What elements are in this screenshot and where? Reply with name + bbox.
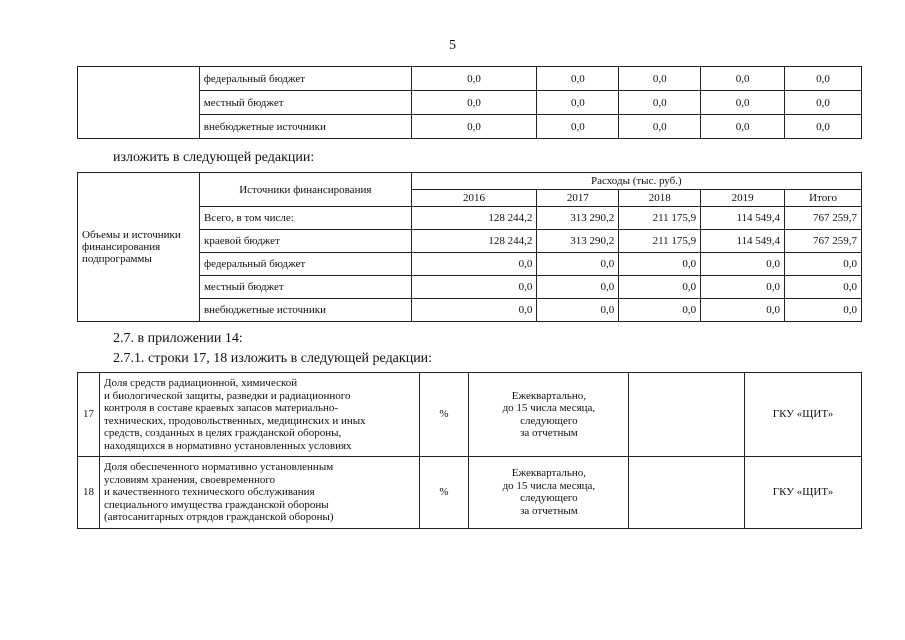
value-cell: 0,0: [537, 299, 619, 322]
value-cell: 0,0: [619, 91, 701, 115]
value-cell: 0,0: [411, 253, 537, 276]
value-cell: 0,0: [785, 67, 862, 91]
value-cell: 0,0: [411, 115, 537, 139]
table-row: [78, 373, 862, 457]
period-line: Ежеквартально,: [511, 389, 587, 402]
source-cell: федеральный бюджет: [199, 67, 411, 91]
sources-header: Источники финансирования: [199, 173, 411, 207]
value-cell: 0,0: [537, 91, 619, 115]
value-cell: 0,0: [537, 67, 619, 91]
description-line: специального имущества гражданской обороны: [103, 498, 329, 511]
indicator-description: [99, 373, 419, 457]
empty-cell: [629, 373, 745, 457]
value-cell: 0,0: [411, 91, 537, 115]
description-line: средств, созданных в целях гражданской обороны,: [103, 427, 342, 439]
value-cell: 767 259,7: [785, 230, 862, 253]
value-cell: 313 290,2: [537, 207, 619, 230]
funding-table-continuation: [77, 66, 862, 139]
value-cell: 114 549,4: [701, 207, 785, 230]
description-line: технических, продовольственных, медицинских и иных: [103, 414, 366, 427]
row-number: 18: [78, 457, 100, 529]
indicator-description: [99, 457, 419, 529]
value-cell: 211 175,9: [619, 230, 701, 253]
value-cell: 0,0: [785, 253, 862, 276]
value-cell: 0,0: [701, 67, 785, 91]
description-line: (автосанитарных отрядов гражданской обороны): [103, 511, 334, 523]
value-cell: 0,0: [537, 253, 619, 276]
value-cell: 313 290,2: [537, 230, 619, 253]
description-line: условиям хранения, своевременного: [103, 473, 276, 486]
source-cell: федеральный бюджет: [199, 253, 411, 276]
value-cell: 0,0: [785, 299, 862, 322]
unit-cell: %: [419, 373, 469, 457]
value-cell: 0,0: [619, 299, 701, 322]
year-header: 2018: [619, 190, 701, 207]
source-cell: Всего, в том числе:: [199, 207, 411, 230]
value-cell: 0,0: [619, 67, 701, 91]
value-cell: 0,0: [619, 115, 701, 139]
source-cell: внебюджетные источники: [199, 115, 411, 139]
source-cell: местный бюджет: [199, 91, 411, 115]
description-line: и биологической защиты, разведки и радиационного: [103, 389, 351, 402]
value-cell: 0,0: [537, 276, 619, 299]
source-cell: местный бюджет: [199, 276, 411, 299]
value-cell: 0,0: [411, 67, 537, 91]
year-header: 2019: [701, 190, 785, 207]
value-cell: 114 549,4: [701, 230, 785, 253]
value-cell: 0,0: [701, 91, 785, 115]
value-cell: 0,0: [619, 276, 701, 299]
period-line: до 15 числа месяца,: [502, 402, 596, 414]
empty-cell: [629, 457, 745, 529]
total-header: Итого: [785, 190, 862, 207]
description-line: находящихся в нормативно установленных условиях: [103, 439, 352, 452]
table-row: [78, 457, 862, 529]
organization-cell: ГКУ «ЩИТ»: [745, 373, 862, 457]
table-header-row: [78, 173, 862, 190]
value-cell: 0,0: [701, 299, 785, 322]
value-cell: 0,0: [411, 276, 537, 299]
value-cell: 211 175,9: [619, 207, 701, 230]
period-line: следующего: [520, 492, 578, 505]
description-line: Доля обеспеченного нормативно установленным: [103, 461, 334, 473]
period-line: за отчетным: [520, 504, 578, 517]
period-cell: [469, 457, 629, 529]
value-cell: 128 244,2: [411, 207, 537, 230]
section-2-7-1: 2.7.1. строки 17, 18 изложить в следующей редакции:: [113, 351, 433, 366]
year-header: 2016: [411, 190, 537, 207]
organization-cell: ГКУ «ЩИТ»: [745, 457, 862, 529]
expenses-header: Расходы (тыс. руб.): [411, 173, 861, 190]
row-label-cell: [78, 173, 200, 322]
value-cell: 0,0: [785, 91, 862, 115]
value-cell: 0,0: [701, 115, 785, 139]
page-number: 5: [449, 38, 456, 53]
value-cell: 767 259,7: [785, 207, 862, 230]
description-line: контроля в составе краевых запасов материально-: [103, 402, 339, 414]
value-cell: 0,0: [619, 253, 701, 276]
period-line: Ежеквартально,: [511, 467, 587, 480]
value-cell: 0,0: [537, 115, 619, 139]
source-cell: внебюджетные источники: [199, 299, 411, 322]
period-line: за отчетным: [520, 427, 578, 439]
value-cell: 0,0: [785, 276, 862, 299]
value-cell: 0,0: [411, 299, 537, 322]
section-2-7: 2.7. в приложении 14:: [113, 331, 243, 346]
indicators-table: [77, 372, 862, 529]
source-cell: краевой бюджет: [199, 230, 411, 253]
value-cell: 0,0: [785, 115, 862, 139]
row-number: 17: [78, 373, 100, 457]
period-cell: [469, 373, 629, 457]
empty-label-cell: [78, 67, 200, 139]
year-header: 2017: [537, 190, 619, 207]
table-row: [78, 67, 862, 91]
period-line: до 15 числа месяца,: [502, 479, 596, 492]
value-cell: 0,0: [701, 253, 785, 276]
unit-cell: %: [419, 457, 469, 529]
intro-text: изложить в следующей редакции:: [113, 150, 315, 165]
value-cell: 0,0: [701, 276, 785, 299]
row-label: Объемы и источники финансирования подпрограммы: [82, 229, 181, 265]
description-line: Доля средств радиационной, химической: [103, 377, 298, 389]
description-line: и качественного технического обслуживания: [103, 486, 315, 498]
period-line: следующего: [520, 414, 578, 427]
funding-table-new: [77, 172, 862, 322]
value-cell: 128 244,2: [411, 230, 537, 253]
